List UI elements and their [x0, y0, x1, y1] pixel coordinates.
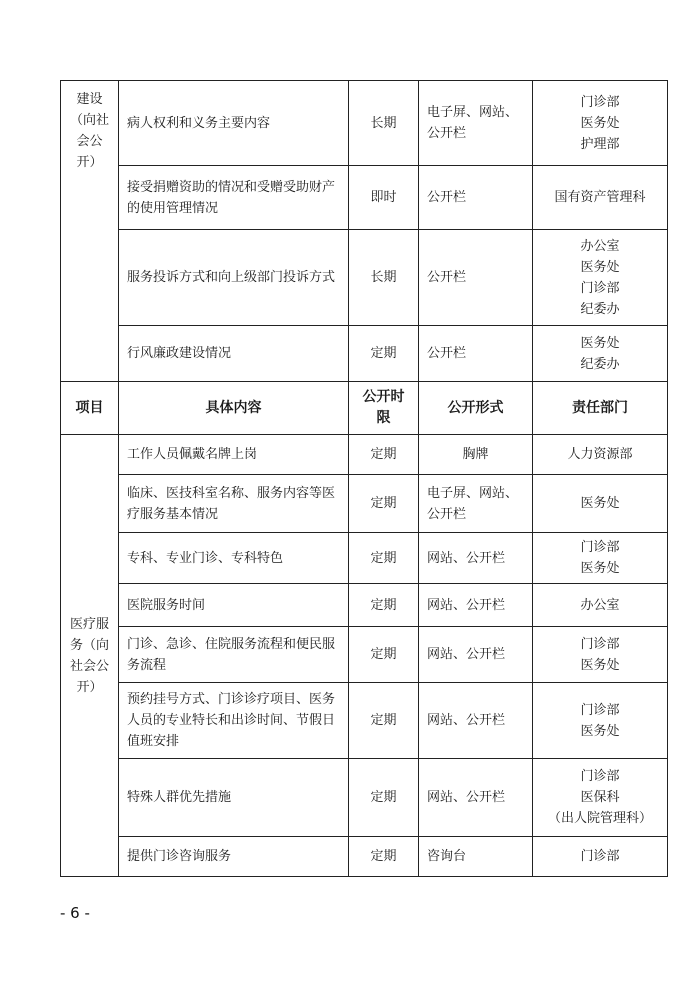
time-cell: 定期 [349, 683, 419, 759]
dept-cell [533, 627, 668, 683]
header-form: 公开形式 [419, 382, 533, 435]
disclosure-table [60, 80, 668, 877]
form-cell: 胸牌 [419, 435, 533, 475]
time-cell: 定期 [349, 837, 419, 877]
content-cell: 医院服务时间 [119, 584, 349, 627]
page-number: - 6 - [60, 904, 90, 922]
dept-line: 医务处 [580, 496, 620, 511]
dept-line: 门诊部 [580, 94, 620, 110]
table-row [61, 584, 668, 627]
dept-cell [533, 584, 668, 627]
content-cell: 提供门诊咨询服务 [119, 837, 349, 877]
project-cell [61, 435, 119, 877]
dept-line: 国有资产管理科 [554, 190, 646, 205]
table-row [61, 435, 668, 475]
table-row [61, 683, 668, 759]
form-cell: 公开栏 [419, 230, 533, 326]
table-row [61, 627, 668, 683]
project-label: 医疗服务（向社会公开） [69, 616, 109, 695]
dept-line: 人力资源部 [567, 447, 633, 462]
dept-line: （出人院管理科） [547, 811, 652, 826]
table-row [61, 759, 668, 837]
time-cell: 定期 [349, 435, 419, 475]
dept-cell [533, 759, 668, 837]
time-cell: 定期 [349, 759, 419, 837]
content-cell: 专科、专业门诊、专科特色 [119, 533, 349, 584]
content-cell: 特殊人群优先措施 [119, 759, 349, 837]
header-project: 项目 [61, 382, 119, 435]
table-row [61, 326, 668, 382]
dept-line: 门诊部 [580, 280, 620, 296]
dept-cell [533, 533, 668, 584]
dept-cell [533, 230, 668, 326]
dept-line: 办公室 [580, 238, 620, 254]
dept-cell [533, 435, 668, 475]
project-label: 建设（向社会公开） [69, 92, 109, 170]
table-row [61, 475, 668, 533]
form-cell: 网站、公开栏 [419, 683, 533, 759]
dept-line: 纪委办 [580, 301, 620, 317]
dept-line: 门诊部 [580, 849, 620, 864]
header-dept: 责任部门 [533, 382, 668, 435]
dept-cell [533, 837, 668, 877]
time-cell: 定期 [349, 584, 419, 627]
dept-line: 纪委办 [580, 356, 620, 372]
header-time: 公开时限 [349, 382, 419, 435]
form-cell: 网站、公开栏 [419, 627, 533, 683]
form-cell: 公开栏 [419, 326, 533, 382]
dept-line: 医务处 [580, 657, 620, 673]
form-cell: 电子屏、网站、公开栏 [419, 81, 533, 166]
dept-line: 护理部 [580, 136, 620, 152]
dept-cell [533, 683, 668, 759]
time-cell: 长期 [349, 230, 419, 326]
form-cell: 网站、公开栏 [419, 584, 533, 627]
content-cell: 门诊、急诊、住院服务流程和便民服务流程 [119, 627, 349, 683]
dept-cell [533, 326, 668, 382]
table-row [61, 81, 668, 166]
header-content: 具体内容 [119, 382, 349, 435]
form-cell: 咨询台 [419, 837, 533, 877]
time-cell: 定期 [349, 533, 419, 584]
table-row [61, 837, 668, 877]
time-cell: 长期 [349, 81, 419, 166]
content-cell: 接受捐赠资助的情况和受赠受助财产的使用管理情况 [119, 166, 349, 230]
time-cell: 定期 [349, 475, 419, 533]
content-cell: 行风廉政建设情况 [119, 326, 349, 382]
project-cell [61, 81, 119, 382]
content-cell: 预约挂号方式、门诊诊疗项目、医务人员的专业特长和出诊时间、节假日值班安排 [119, 683, 349, 759]
time-cell: 定期 [349, 326, 419, 382]
table-row [61, 533, 668, 584]
form-cell: 电子屏、网站、公开栏 [419, 475, 533, 533]
form-cell: 网站、公开栏 [419, 759, 533, 837]
dept-line: 医保科 [580, 790, 620, 805]
dept-line: 门诊部 [580, 636, 620, 652]
dept-cell [533, 81, 668, 166]
time-cell: 定期 [349, 627, 419, 683]
dept-line: 门诊部 [580, 702, 620, 718]
time-cell: 即时 [349, 166, 419, 230]
content-cell: 服务投诉方式和向上级部门投诉方式 [119, 230, 349, 326]
table-header-row [61, 382, 668, 435]
dept-line: 医务处 [580, 259, 620, 275]
dept-cell [533, 166, 668, 230]
dept-line: 门诊部 [580, 769, 620, 784]
content-cell: 病人权利和义务主要内容 [119, 81, 349, 166]
dept-line: 医务处 [580, 115, 620, 131]
dept-line: 门诊部 [580, 540, 620, 555]
table-row [61, 230, 668, 326]
dept-line: 医务处 [580, 335, 620, 351]
content-cell: 工作人员佩戴名牌上岗 [119, 435, 349, 475]
table-row [61, 166, 668, 230]
dept-line: 医务处 [580, 561, 620, 576]
dept-line: 办公室 [580, 597, 620, 613]
dept-cell [533, 475, 668, 533]
form-cell: 公开栏 [419, 166, 533, 230]
content-cell: 临床、医技科室名称、服务内容等医疗服务基本情况 [119, 475, 349, 533]
dept-line: 医务处 [580, 723, 620, 739]
form-cell: 网站、公开栏 [419, 533, 533, 584]
